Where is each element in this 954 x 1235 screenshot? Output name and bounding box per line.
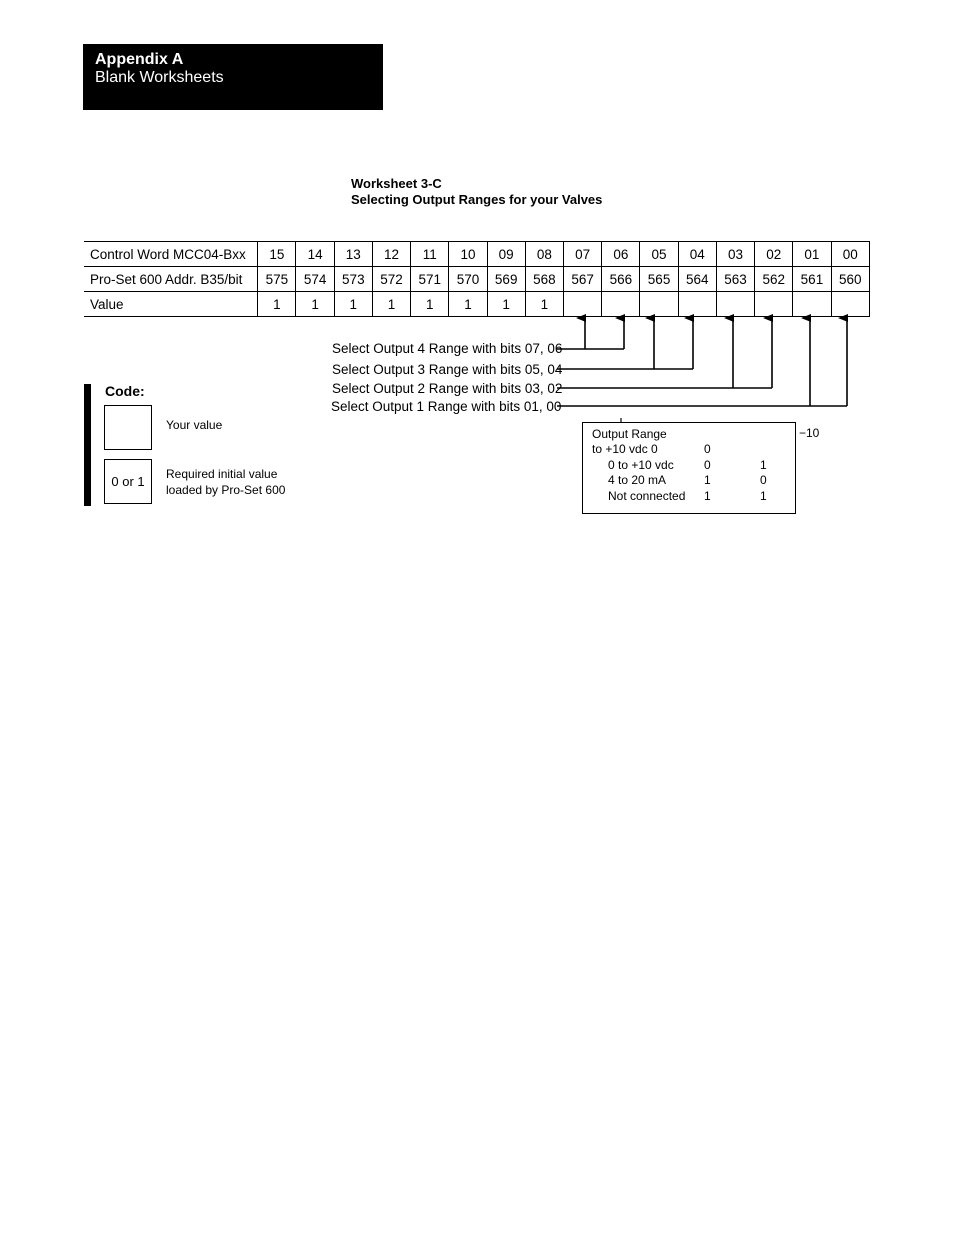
bit-cell: 06 — [602, 242, 640, 267]
bit-cell: 565 — [640, 267, 678, 292]
appendix-title: Appendix A — [95, 51, 184, 68]
bit-cell: 12 — [372, 242, 410, 267]
bit-cell: 01 — [793, 242, 831, 267]
bit-cell: 562 — [755, 267, 793, 292]
bit-cell: 569 — [487, 267, 525, 292]
value-cell: 1 — [296, 292, 334, 317]
bit-cell: 563 — [716, 267, 754, 292]
required-value-box: 0 or 1 — [104, 459, 152, 504]
code-title: Code: — [105, 383, 145, 399]
bit-cell: 04 — [678, 242, 716, 267]
required-line-2: loaded by Pro-Set 600 — [166, 483, 286, 497]
select-output-4-label: Select Output 4 Range with bits 07, 06 — [332, 341, 563, 356]
range-row-3-bit-b: 0 — [760, 473, 767, 487]
bit-cell: 07 — [564, 242, 602, 267]
worksheet-number: Worksheet 3-C — [351, 176, 442, 191]
bit-cell: 15 — [258, 242, 296, 267]
row-label: Value — [84, 292, 258, 317]
bit-cell: 05 — [640, 242, 678, 267]
output-range-table — [582, 422, 796, 514]
value-cell: 1 — [487, 292, 525, 317]
your-value-box — [104, 405, 152, 450]
required-line-1: Required initial value — [166, 467, 278, 481]
range-row-1-label: to +10 vdc 0 — [592, 442, 658, 456]
bit-cell: 575 — [258, 267, 296, 292]
bit-cell: 573 — [334, 267, 372, 292]
bit-cell: 561 — [793, 267, 831, 292]
range-header: Output Range — [592, 427, 667, 441]
worksheet-title: Selecting Output Ranges for your Valves — [351, 192, 603, 207]
required-value-text — [166, 466, 285, 498]
range-row-3-label: 4 to 20 mA — [608, 473, 667, 487]
bit-cell: 572 — [372, 267, 410, 292]
side-note: −10 — [799, 426, 820, 440]
select-output-1-label: Select Output 1 Range with bits 01, 00 — [331, 399, 562, 414]
range-row-2-bit-a: 0 — [704, 458, 711, 472]
range-row-4-bit-b: 1 — [760, 489, 767, 503]
your-value-text: Your value — [166, 418, 223, 432]
range-row-4-label: Not connected — [608, 489, 686, 503]
bit-cell: 09 — [487, 242, 525, 267]
code-bar — [84, 384, 91, 506]
appendix-subtitle: Blank Worksheets — [95, 69, 224, 86]
bit-cell: 10 — [449, 242, 487, 267]
bit-cell: 03 — [716, 242, 754, 267]
bit-cell: 560 — [831, 267, 869, 292]
value-cell: 1 — [449, 292, 487, 317]
value-cell: 1 — [372, 292, 410, 317]
select-output-2-label: Select Output 2 Range with bits 03, 02 — [332, 381, 563, 396]
row-label: Pro-Set 600 Addr. B35/bit — [84, 267, 258, 292]
value-cell: 1 — [334, 292, 372, 317]
bit-cell: 570 — [449, 267, 487, 292]
select-output-3-label: Select Output 3 Range with bits 05, 04 — [332, 362, 563, 377]
bit-cell: 13 — [334, 242, 372, 267]
bit-cell: 571 — [411, 267, 449, 292]
value-cell: 1 — [258, 292, 296, 317]
bit-cell: 566 — [602, 267, 640, 292]
bit-cell: 567 — [564, 267, 602, 292]
value-cell: 1 — [525, 292, 563, 317]
bit-cell: 08 — [525, 242, 563, 267]
bit-cell: 574 — [296, 267, 334, 292]
range-row-3-bit-a: 1 — [704, 473, 711, 487]
range-row-2-label: 0 to +10 vdc — [608, 458, 674, 472]
bit-cell: 568 — [525, 267, 563, 292]
bit-cell: 564 — [678, 267, 716, 292]
bit-cell: 11 — [411, 242, 449, 267]
range-row-1-bit-a: 0 — [704, 442, 711, 456]
value-cell: 1 — [411, 292, 449, 317]
row-label: Control Word MCC04-Bxx — [84, 242, 258, 267]
bit-cell: 00 — [831, 242, 869, 267]
range-row-4-bit-a: 1 — [704, 489, 711, 503]
bit-cell: 02 — [755, 242, 793, 267]
bit-cell: 14 — [296, 242, 334, 267]
range-row-2-bit-b: 1 — [760, 458, 767, 472]
